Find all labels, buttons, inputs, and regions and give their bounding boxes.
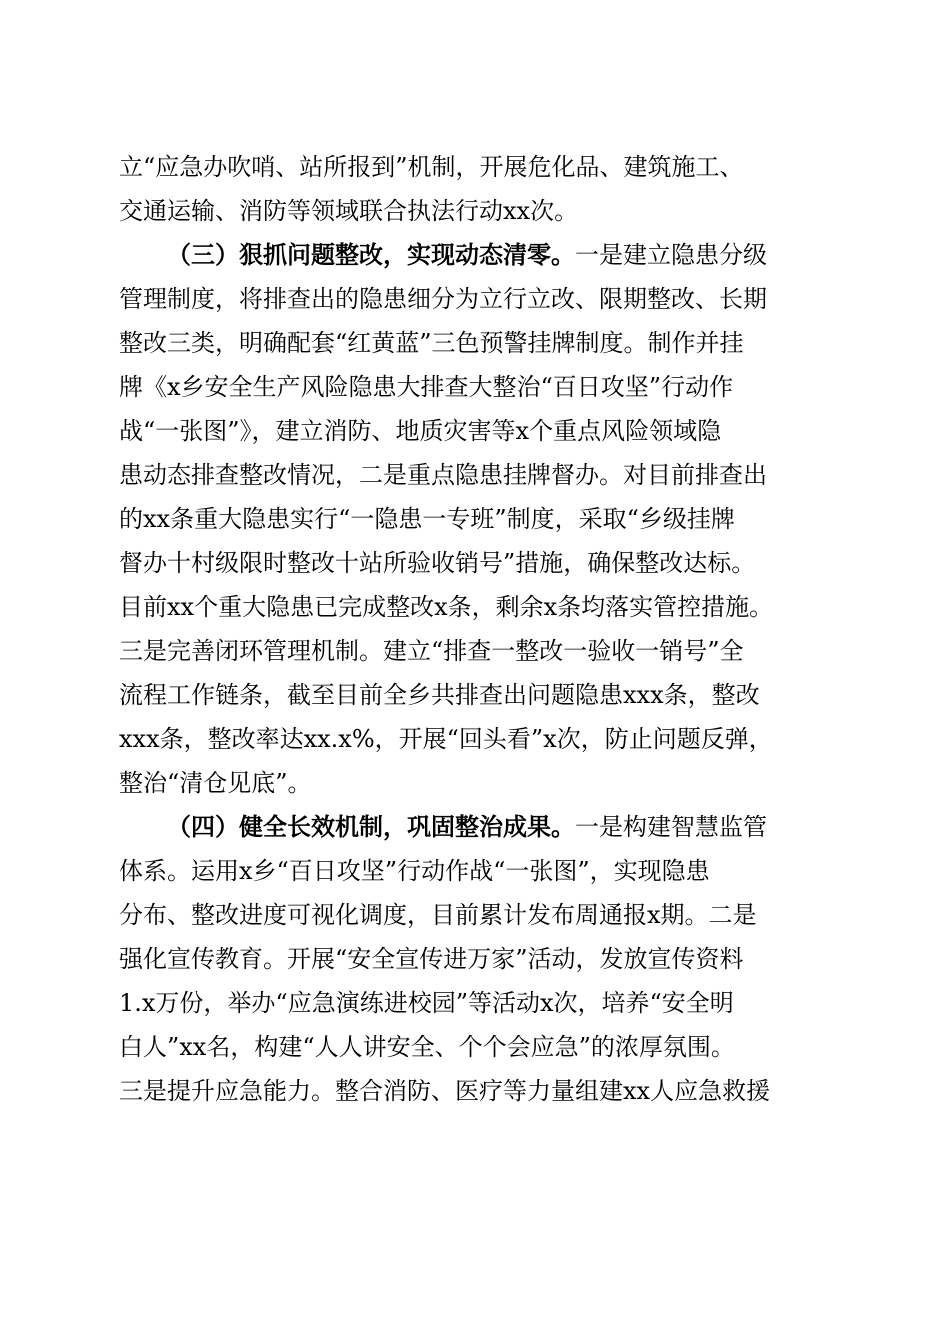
text-line: 战“一张图”》，建立消防、地质灾害等x个重点风险领域隐 [119,417,722,445]
text-line: 目前xx个重大隐患已完成整改x条，剩余x条均落实管控措施。 [119,593,774,621]
section-4-first-line [167,805,839,849]
text-line: xxx条，整改率达xx.x%，开展“回头看”x次，防止问题反弹， [119,725,773,753]
text-line: 患动态排查整改情况，二是重点隐患挂牌督办。对目前排查出 [119,461,767,489]
text-line: 牌《x乡安全生产风险隐患大排查大整治“百日攻坚”行动作 [119,373,734,401]
text-line: 整治“清仓见底”。 [119,769,312,797]
text-line: 1.x万份，举办“应急演练进校园”等活动x次，培养“安全明 [119,989,734,1017]
text-line: 的xx条重大隐患实行“一隐患一专班”制度，采取“乡级挂牌 [119,505,735,533]
text-line: 交通运输、消防等领域联合执法行动xx次。 [119,197,579,225]
text-line: 流程工作链条，截至目前全乡共排查出问题隐患xxx条，整改 [119,681,760,709]
text-line: 白人”xx名，构建“人人讲安全、个个会应急”的浓厚氛围。 [119,1033,735,1061]
text-line: 强化宣传教育。开展“安全宣传进万家”活动，发放宣传资料 [119,945,744,973]
text-line: 管理制度，将排查出的隐患细分为立行立改、限期整改、长期 [119,285,767,313]
section-3-first-line [167,233,839,277]
text-line: 督办十村级限时整改十站所验收销号”措施，确保整改达标。 [119,549,756,577]
section-3-heading: （三）狠抓问题整改，实现动态清零。 [167,240,575,269]
text-line: 三是完善闭环管理机制。建立“排查一整改一验收一销号”全 [119,637,744,665]
text-line: 三是提升应急能力。整合消防、医疗等力量组建xx人应急救援 [119,1077,771,1105]
section-4-heading: （四）健全长效机制，巩固整治成果。 [167,812,575,841]
text-line: 整改三类，明确配套“红黄蓝”三色预警挂牌制度。制作并挂 [119,329,744,357]
text-line: 分布、整改进度可视化调度，目前累计发布周通报x期。二是 [119,901,757,929]
section-4-lead: 一是构建智慧监管 [575,813,767,841]
text-line: 立“应急办吹哨、站所报到”机制，开展危化品、建筑施工、 [119,153,744,181]
text-line: 体系。运用x乡“百日攻坚”行动作战“一张图”，实现隐患 [119,857,710,885]
section-3-lead: 一是建立隐患分级 [575,241,767,269]
